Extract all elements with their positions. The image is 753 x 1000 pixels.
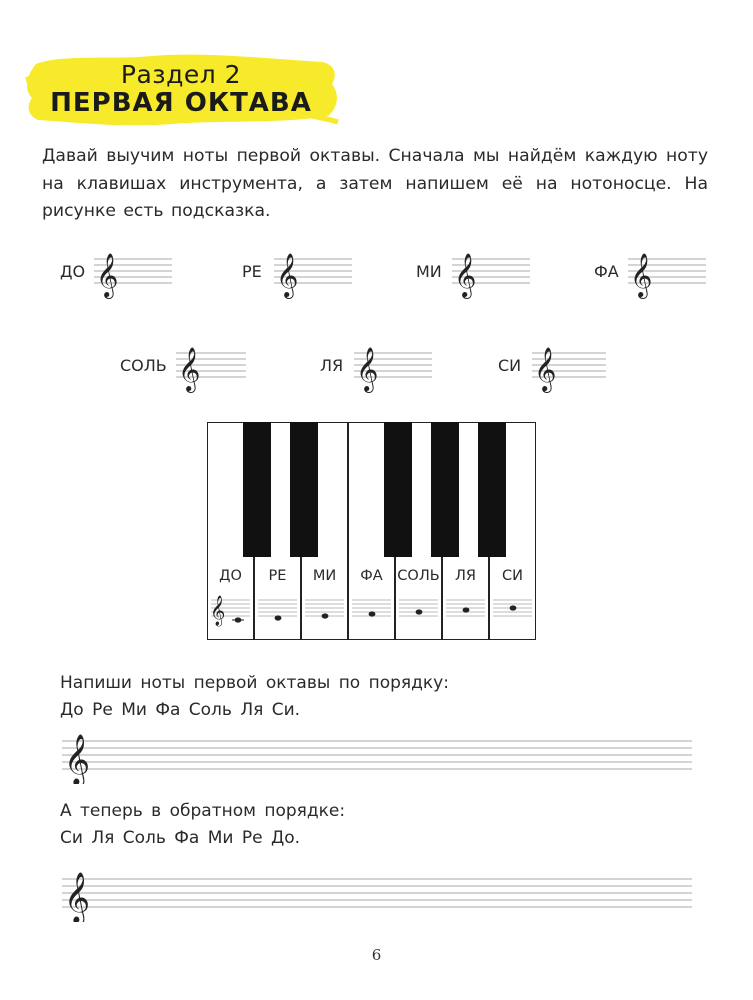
treble-clef-staff	[532, 340, 608, 396]
treble-clef-icon: 𝄞	[534, 347, 557, 391]
intro-text: Давай выучим ноты первой октавы. Сначала мы найдём каждую ноту на клавишах инструмента, а затем напишем её на нотоносце. На рисунке есть подсказка.	[42, 146, 708, 221]
key-label: СИ	[502, 568, 523, 584]
note-staff-do[interactable]	[58, 246, 178, 306]
note-staff-si[interactable]	[498, 340, 618, 400]
note-re-staff	[254, 594, 301, 628]
note-label: РЕ	[242, 262, 262, 281]
treble-clef-icon: 𝄞	[210, 596, 226, 626]
treble-clef-icon: 𝄞	[178, 347, 201, 391]
task-instruction: А теперь в обратном порядке:	[60, 801, 346, 821]
note-do-staff	[207, 594, 254, 628]
treble-clef-staff	[354, 340, 434, 396]
note-lya-staff	[442, 594, 489, 628]
note-label: ДО	[60, 262, 86, 281]
section-banner	[22, 50, 340, 130]
treble-clef-staff	[176, 340, 248, 396]
note-staff-lya[interactable]	[320, 340, 440, 400]
note-label: ФА	[594, 262, 619, 281]
note-staff-re[interactable]	[242, 246, 362, 306]
treble-clef-icon: 𝄞	[454, 253, 477, 297]
note-staff-fa[interactable]	[594, 246, 714, 306]
key-label: СОЛЬ	[397, 568, 440, 584]
note-fa-staff	[348, 594, 395, 628]
note-head	[322, 613, 329, 618]
key-label: МИ	[312, 568, 337, 584]
key-label: РЕ	[268, 568, 287, 584]
note-label: СИ	[498, 356, 522, 375]
note-head	[235, 617, 242, 622]
note-label: МИ	[416, 262, 442, 281]
treble-clef-icon: 𝄞	[630, 253, 653, 297]
treble-clef-staff	[452, 246, 532, 302]
key-label: ЛЯ	[455, 568, 476, 584]
piano-black-key[interactable]	[384, 422, 412, 557]
treble-clef-staff	[274, 246, 354, 302]
treble-clef-icon: 𝄞	[64, 734, 91, 784]
task-instruction: Напиши ноты первой октавы по порядку:	[60, 673, 449, 693]
piano-black-key[interactable]	[478, 422, 506, 557]
note-si-staff	[489, 594, 536, 628]
section-title: ПЕРВАЯ ОКТАВА	[50, 88, 312, 118]
treble-clef-staff	[628, 246, 708, 302]
task-sequence: Си Ля Соль Фа Ми Ре До.	[60, 828, 301, 848]
section-number: Раздел 2	[120, 60, 242, 89]
answer-staff-descending[interactable]	[62, 862, 694, 922]
treble-clef-icon: 𝄞	[356, 347, 379, 391]
note-label: ЛЯ	[320, 356, 344, 375]
treble-clef-icon: 𝄞	[96, 253, 119, 297]
note-head	[369, 611, 376, 616]
task-sequence: До Ре Ми Фа Соль Ля Си.	[60, 700, 301, 720]
task-descending	[60, 798, 345, 852]
note-head	[275, 615, 282, 620]
key-label: ФА	[360, 568, 383, 584]
treble-clef-icon: 𝄞	[64, 872, 91, 922]
note-head	[510, 605, 517, 610]
key-label: ДО	[219, 568, 242, 584]
note-staff-sol[interactable]	[120, 340, 260, 400]
note-head	[416, 609, 423, 614]
answer-staff-ascending[interactable]	[62, 724, 694, 784]
note-staff-mi[interactable]	[416, 246, 536, 306]
treble-clef-icon: 𝄞	[276, 253, 299, 297]
note-label: СОЛЬ	[120, 356, 167, 375]
note-mi-staff	[301, 594, 348, 628]
piano-keyboard	[207, 422, 538, 642]
piano-black-key[interactable]	[290, 422, 318, 557]
note-head	[463, 607, 470, 612]
treble-clef-staff	[94, 246, 174, 302]
task-ascending	[60, 670, 449, 724]
piano-black-key[interactable]	[243, 422, 271, 557]
page-number: 6	[371, 946, 382, 964]
piano-black-key[interactable]	[431, 422, 459, 557]
note-sol-staff	[395, 594, 442, 628]
